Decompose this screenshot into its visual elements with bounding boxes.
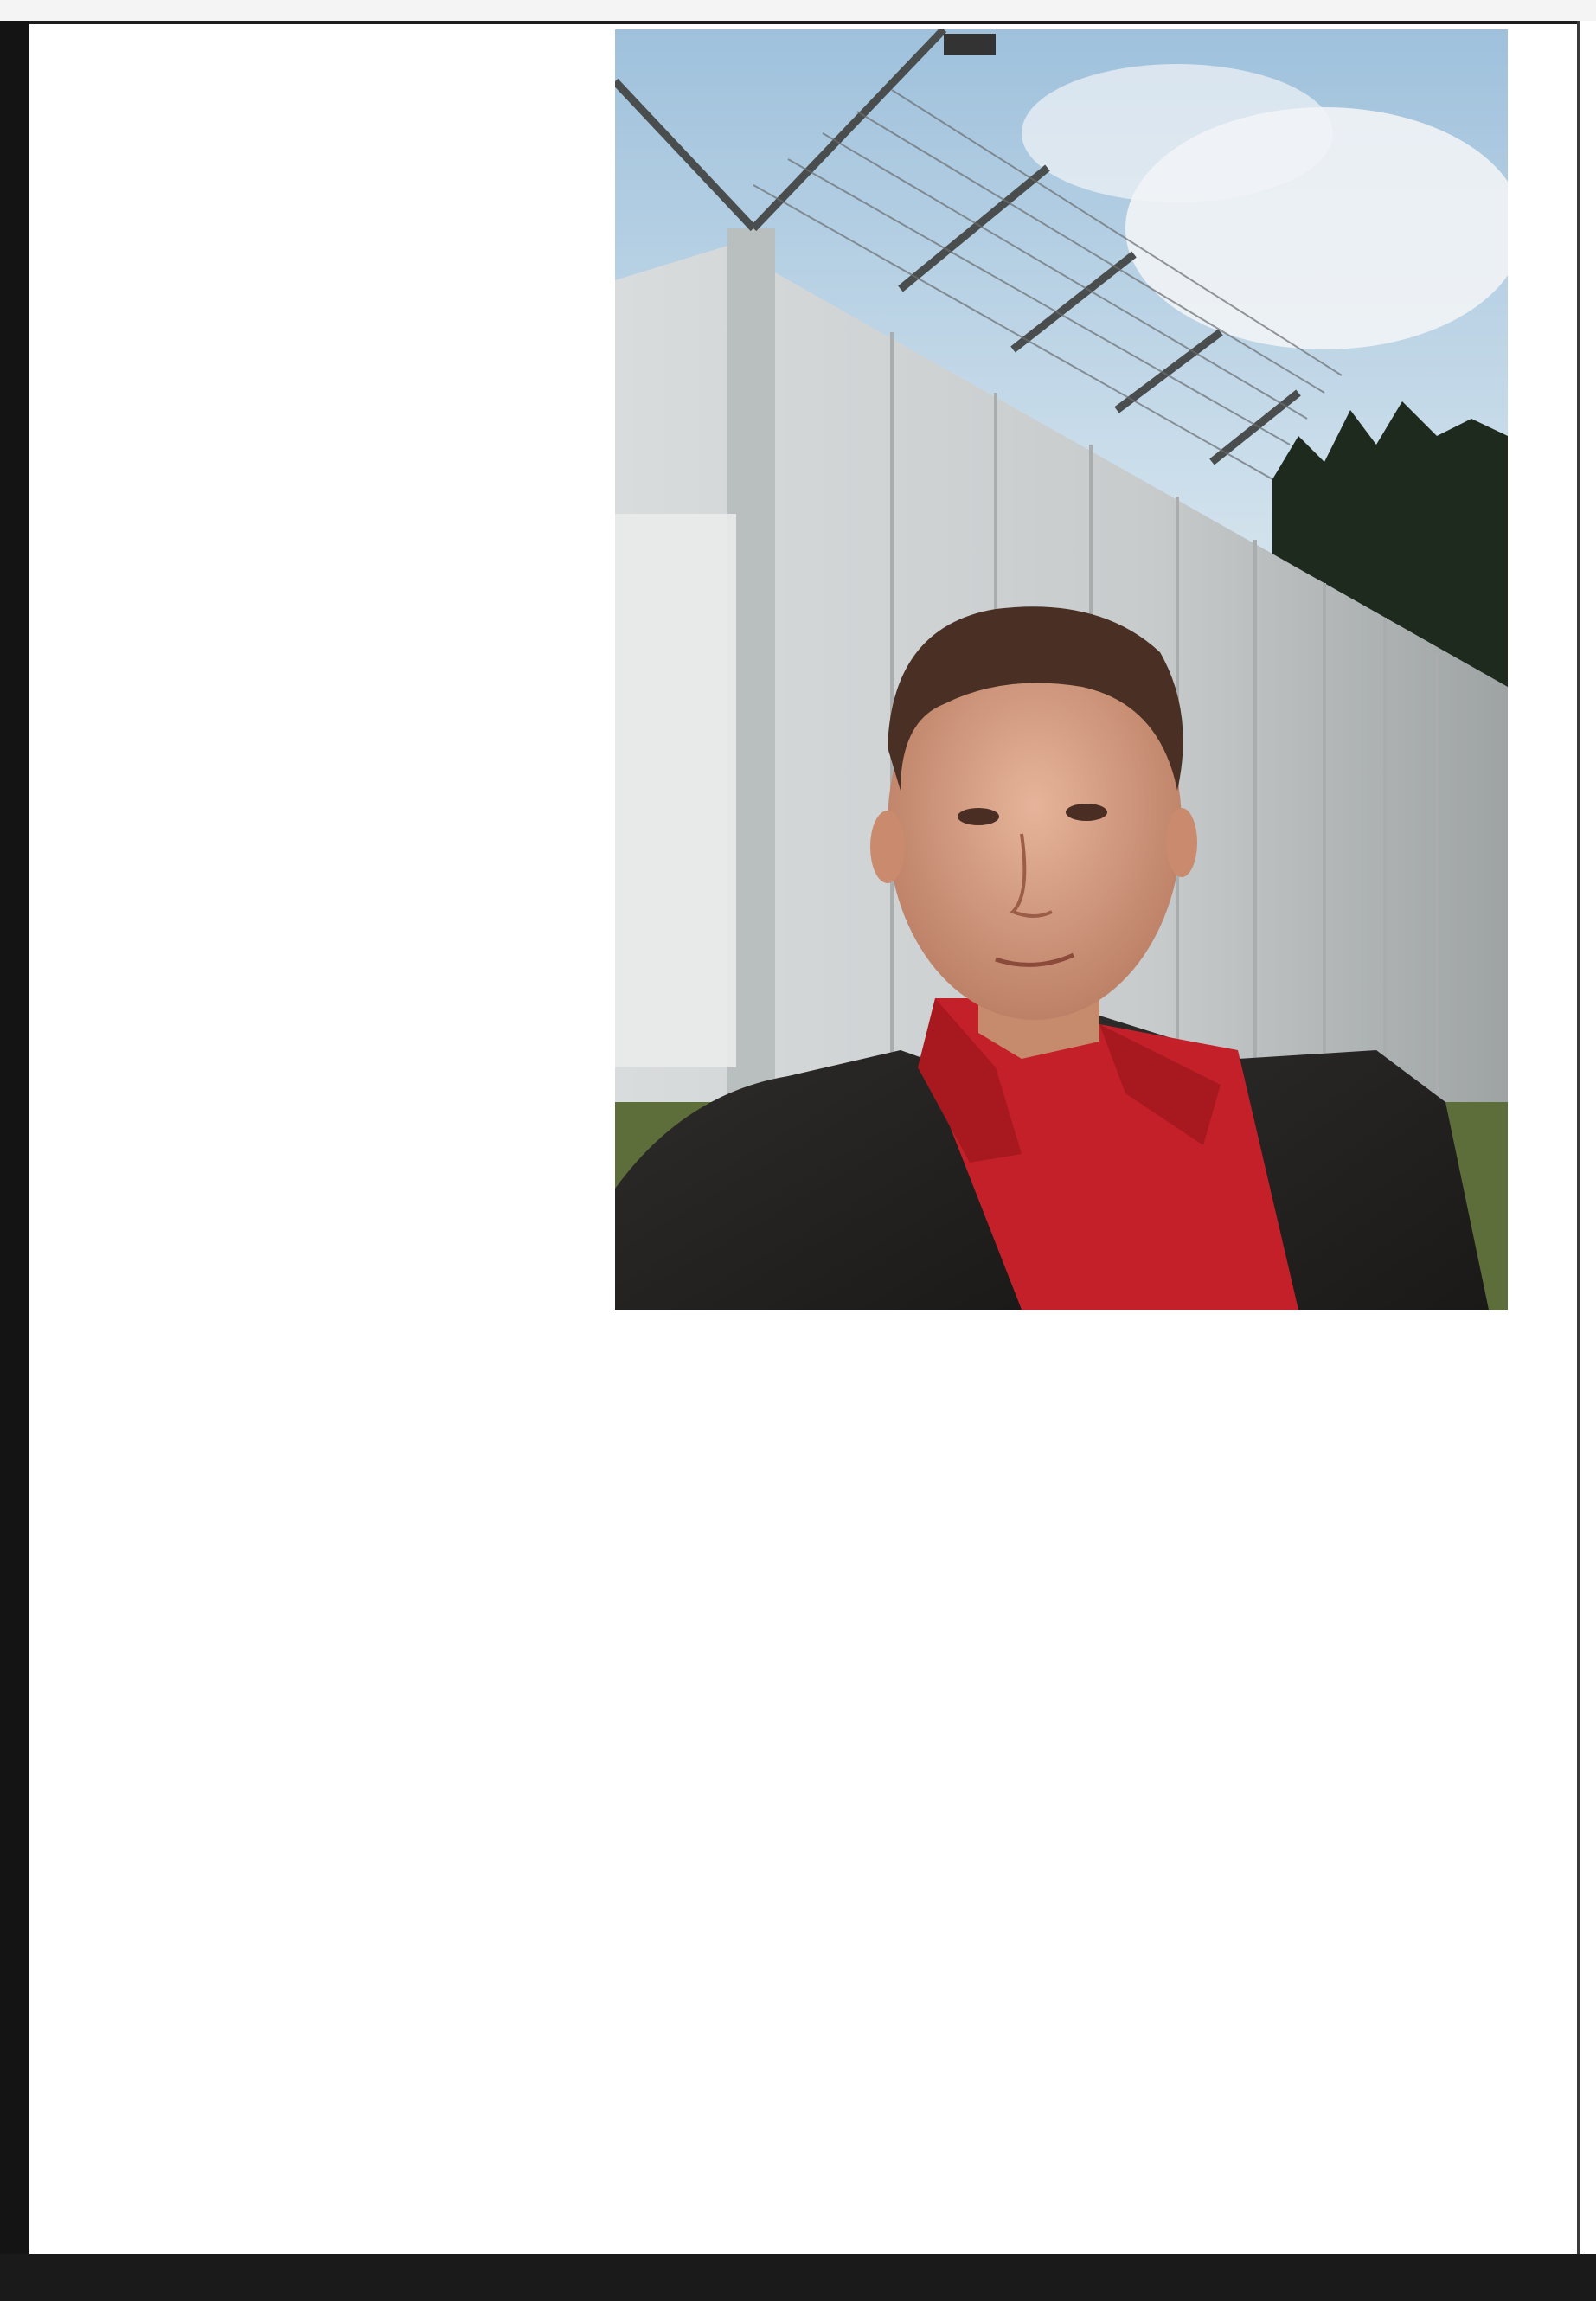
photo-illustration: [615, 29, 1508, 1310]
portrait-photo: [615, 29, 1508, 1310]
scan-top-edge: [0, 0, 1596, 24]
scan-bottom-edge: [0, 2254, 1596, 2301]
building: [615, 514, 736, 1067]
scan-right-edge: [1577, 21, 1596, 2273]
scan-left-edge: [0, 21, 29, 2273]
